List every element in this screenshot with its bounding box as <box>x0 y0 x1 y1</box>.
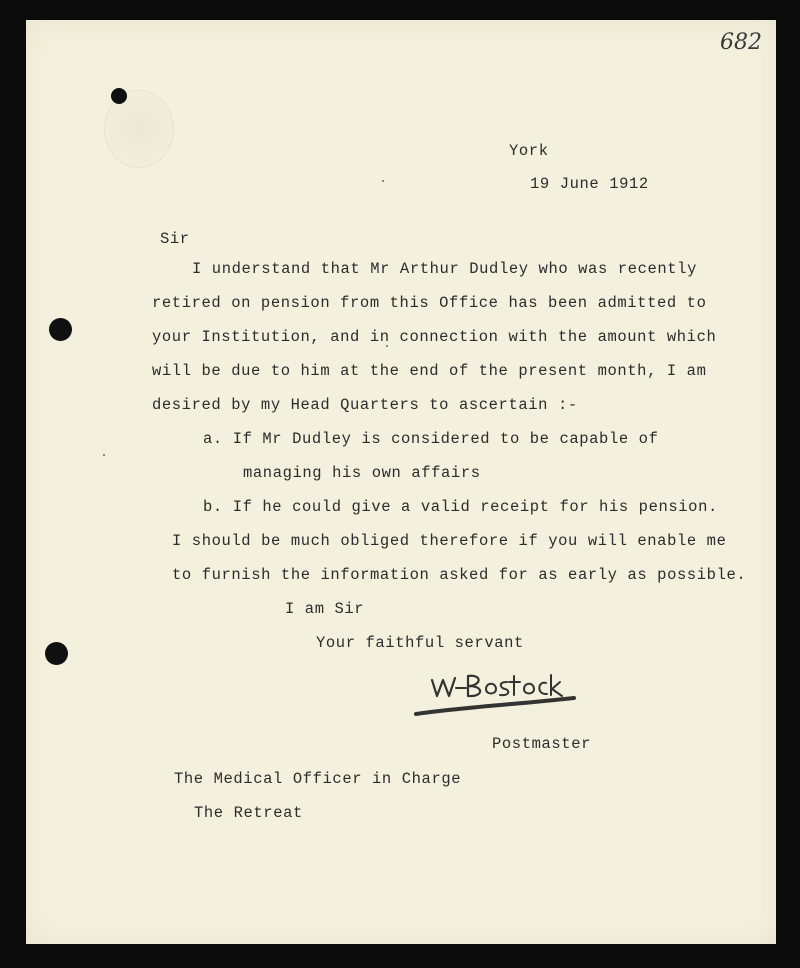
punch-hole-lower <box>45 642 68 665</box>
body-line: to furnish the information asked for as early as possible. <box>172 566 747 584</box>
letter-place: York <box>509 142 549 160</box>
body-line: will be due to him at the end of the present month, I am <box>152 362 707 380</box>
body-line: I should be much obliged therefore if you will enable me <box>172 532 727 550</box>
closing-line-1: I am Sir <box>285 600 365 618</box>
list-item-a-cont: managing his own affairs <box>243 464 481 482</box>
body-line: retired on pension from this Office has been admitted to <box>152 294 707 312</box>
body-line: desired by my Head Quarters to ascertain :- <box>152 396 578 414</box>
list-item-b: b. If he could give a valid receipt for his pension. <box>203 498 718 516</box>
addressee-line-1: The Medical Officer in Charge <box>174 770 462 788</box>
closing-line-2: Your faithful servant <box>316 634 524 652</box>
paper-speck <box>382 180 384 182</box>
addressee-line-2: The Retreat <box>194 804 303 822</box>
paper-speck <box>103 454 105 456</box>
body-line: I understand that Mr Arthur Dudley who was recently <box>192 260 697 278</box>
embossed-seal <box>104 90 174 168</box>
letter-date: 19 June 1912 <box>530 175 649 193</box>
list-item-a: a. If Mr Dudley is considered to be capable of <box>203 430 659 448</box>
handwritten-signature <box>410 664 580 724</box>
signer-title: Postmaster <box>492 735 592 753</box>
body-line: your Institution, and in connection with the amount which <box>152 328 717 346</box>
salutation: Sir <box>160 230 190 248</box>
archive-number: 682 <box>720 30 762 55</box>
punch-hole-upper <box>49 318 72 341</box>
